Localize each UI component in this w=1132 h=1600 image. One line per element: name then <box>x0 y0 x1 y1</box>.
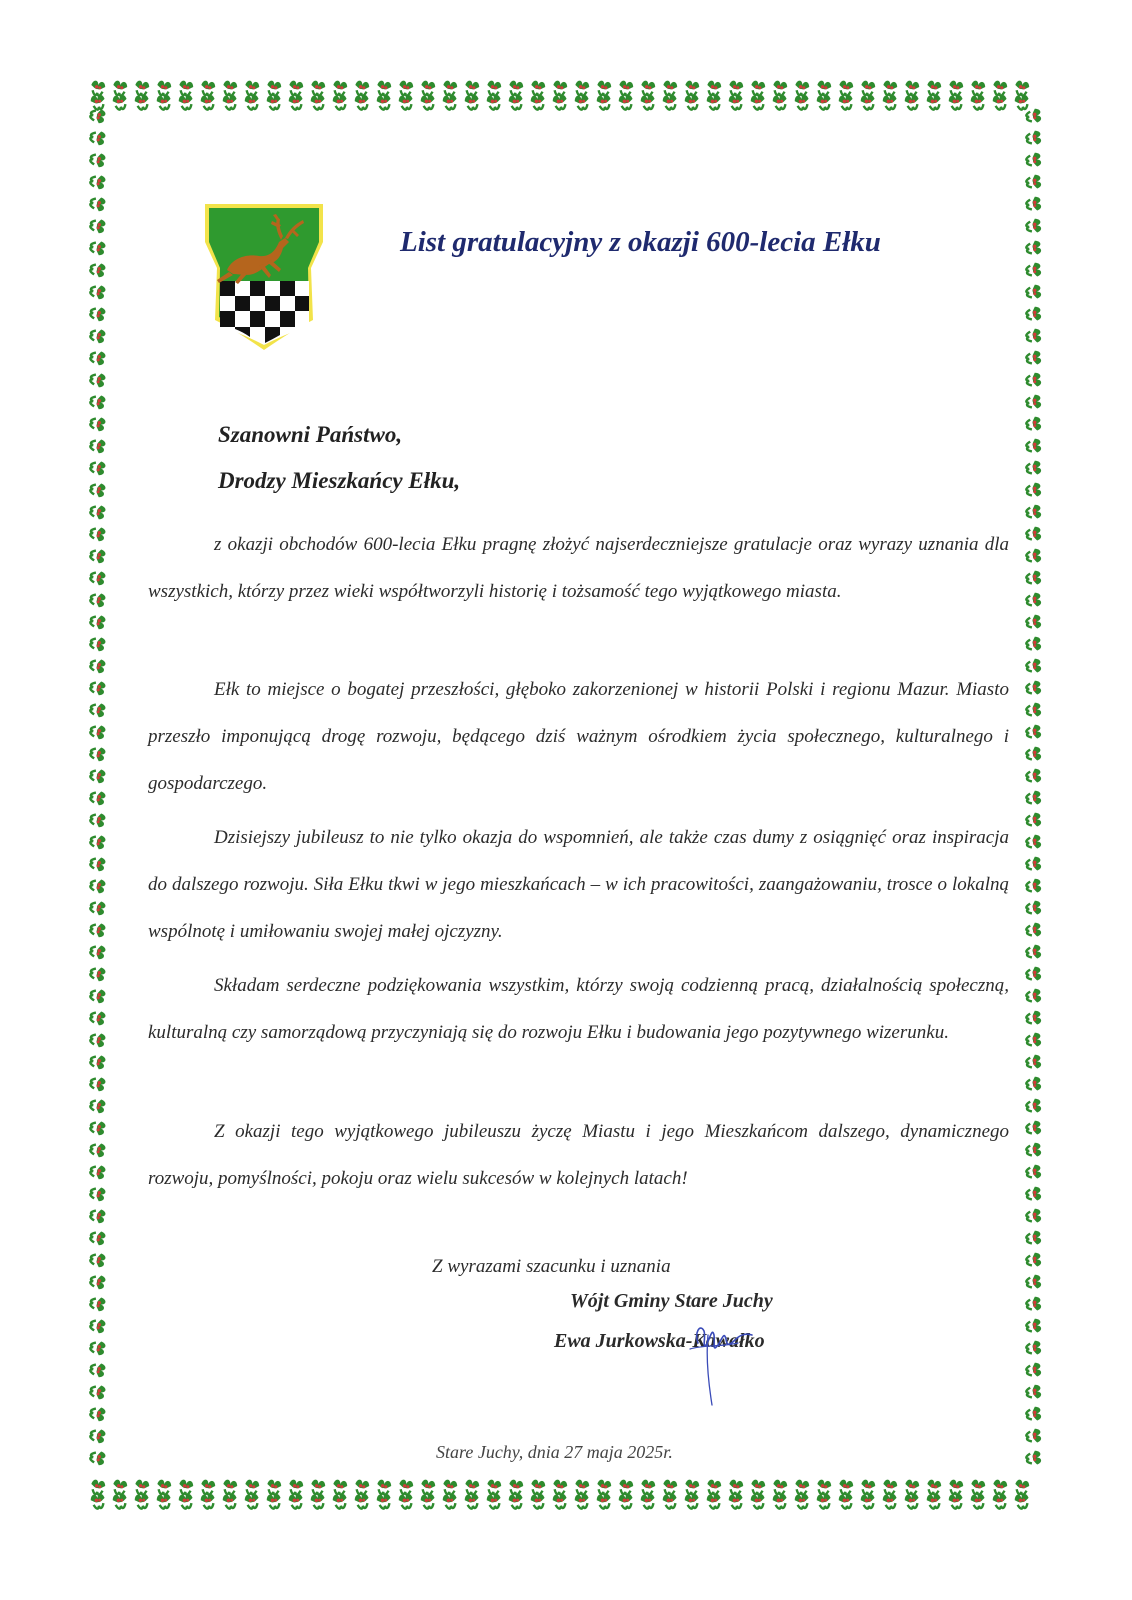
holly-sprig-icon <box>89 966 106 982</box>
holly-sprig-icon <box>266 1479 282 1495</box>
holly-sprig-icon <box>89 812 106 828</box>
holly-sprig-icon <box>1025 1032 1042 1048</box>
holly-sprig-icon <box>1025 1252 1042 1268</box>
holly-sprig-icon <box>134 1479 150 1495</box>
paragraph-2: Ełk to miejsce o bogatej przeszłości, głęboko zakorzenionej w historii Polski i regionu Mazur. Miasto przeszło imponującą drogę rozwoju, będącego dziś ważnym ośrodkiem życia społecznego, kulturalnego i gospodarczego. <box>148 679 1009 794</box>
holly-sprig-icon <box>662 1479 678 1495</box>
holly-sprig-icon <box>1025 1142 1042 1158</box>
holly-sprig-icon <box>89 768 106 784</box>
holly-sprig-icon <box>89 526 106 542</box>
holly-sprig-icon <box>860 1479 876 1495</box>
holly-sprig-icon <box>288 1479 304 1495</box>
holly-sprig-icon <box>464 1479 480 1495</box>
holly-sprig-icon <box>1025 1186 1042 1202</box>
holly-sprig-icon <box>1025 526 1042 542</box>
holly-sprig-icon <box>926 80 942 96</box>
holly-sprig-icon <box>816 1479 832 1495</box>
holly-sprig-icon <box>1025 1318 1042 1334</box>
greeting-line-1: Szanowni Państwo, <box>218 422 403 447</box>
holly-sprig-icon <box>684 1479 700 1495</box>
holly-sprig-icon <box>596 80 612 96</box>
holly-sprig-icon <box>970 80 986 96</box>
paragraph-5: Z okazji tego wyjątkowego jubileuszu życzę Miastu i jego Mieszkańcom dalszego, dynamicznego rozwoju, pomyślności, pokoju oraz wielu sukcesów w kolejnych latach! <box>148 1121 1009 1189</box>
holly-sprig-icon <box>530 80 546 96</box>
holly-sprig-icon <box>948 80 964 96</box>
holly-sprig-icon <box>89 900 106 916</box>
holly-sprig-icon <box>89 1296 106 1312</box>
holly-sprig-icon <box>1025 1406 1042 1422</box>
holly-sprig-icon <box>838 80 854 96</box>
holly-sprig-icon <box>420 80 436 96</box>
holly-sprig-icon <box>1025 922 1042 938</box>
holly-sprig-icon <box>200 80 216 96</box>
holly-sprig-icon <box>89 394 106 410</box>
holly-sprig-icon <box>89 1252 106 1268</box>
holly-sprig-icon <box>574 80 590 96</box>
holly-sprig-icon <box>530 1479 546 1495</box>
paragraph-4: Składam serdeczne podziękowania wszystkim, którzy swoją codzienną pracą, działalnością społeczną, kulturalną czy samorządową przyczyniają się do rozwoju Ełku i budowania jego pozytywnego wizerunku. <box>148 975 1009 1043</box>
place-and-date: Stare Juchy, dnia 27 maja 2025r. <box>436 1442 673 1462</box>
holly-sprig-icon <box>89 1384 106 1400</box>
holly-sprig-icon <box>89 240 106 256</box>
holly-sprig-icon <box>89 1010 106 1026</box>
holly-sprig-icon <box>508 1479 524 1495</box>
holly-sprig-icon <box>1025 1164 1042 1180</box>
holly-sprig-icon <box>1025 614 1042 630</box>
holly-sprig-icon <box>244 1479 260 1495</box>
holly-sprig-icon <box>486 1479 502 1495</box>
holly-sprig-icon <box>1025 702 1042 718</box>
holly-sprig-icon <box>464 80 480 96</box>
holly-sprig-icon <box>1025 812 1042 828</box>
holly-sprig-icon <box>90 1479 106 1495</box>
holly-sprig-icon <box>1025 174 1042 190</box>
holly-sprig-icon <box>89 372 106 388</box>
holly-sprig-icon <box>420 1479 436 1495</box>
holly-sprig-icon <box>200 1479 216 1495</box>
holly-sprig-icon <box>89 306 106 322</box>
holly-sprig-icon <box>860 80 876 96</box>
coat-of-arms-icon <box>203 202 325 352</box>
holly-sprig-icon <box>640 1479 656 1495</box>
holly-sprig-icon <box>89 1274 106 1290</box>
holly-sprig-icon <box>89 856 106 872</box>
holly-sprig-icon <box>89 1450 106 1466</box>
holly-sprig-icon <box>1025 284 1042 300</box>
holly-sprig-icon <box>89 1032 106 1048</box>
holly-sprig-icon <box>1025 438 1042 454</box>
holly-sprig-icon <box>89 1208 106 1224</box>
holly-sprig-icon <box>89 196 106 212</box>
holly-sprig-icon <box>89 152 106 168</box>
holly-sprig-icon <box>398 80 414 96</box>
holly-sprig-icon <box>1025 218 1042 234</box>
holly-sprig-icon <box>89 1142 106 1158</box>
holly-sprig-icon <box>89 1098 106 1114</box>
holly-sprig-icon <box>89 328 106 344</box>
holly-sprig-icon <box>89 724 106 740</box>
holly-sprig-icon <box>89 922 106 938</box>
holly-sprig-icon <box>1025 746 1042 762</box>
holly-sprig-icon <box>89 174 106 190</box>
holly-sprig-icon <box>89 1362 106 1378</box>
holly-sprig-icon <box>89 1076 106 1092</box>
holly-sprig-icon <box>1025 1362 1042 1378</box>
holly-sprig-icon <box>1025 306 1042 322</box>
holly-sprig-icon <box>1025 1076 1042 1092</box>
holly-sprig-icon <box>1025 1274 1042 1290</box>
document-title: List gratulacyjny z okazji 600-lecia Ełku <box>400 226 881 258</box>
holly-sprig-icon <box>1025 636 1042 652</box>
holly-sprig-icon <box>89 1120 106 1136</box>
holly-sprig-icon <box>89 746 106 762</box>
holly-sprig-icon <box>266 80 282 96</box>
holly-sprig-icon <box>332 1479 348 1495</box>
holly-sprig-icon <box>574 1479 590 1495</box>
holly-sprig-icon <box>222 80 238 96</box>
holly-sprig-icon <box>89 592 106 608</box>
holly-sprig-icon <box>728 1479 744 1495</box>
holly-sprig-icon <box>89 680 106 696</box>
holly-sprig-icon <box>618 80 634 96</box>
holly-sprig-icon <box>772 80 788 96</box>
holly-sprig-icon <box>89 1164 106 1180</box>
paragraph-3: Dzisiejszy jubileusz to nie tylko okazja do wspomnień, ale także czas dumy z osiągnięć oraz inspiracja do dalszego rozwoju. Siła Ełku tkwi w jego mieszkańcach – w ich pracowitości, zaangażowaniu, trosce o lokalną wspólnotę i umiłowaniu swojej małej ojczyzny. <box>148 827 1009 942</box>
holly-sprig-icon <box>89 350 106 366</box>
holly-sprig-icon <box>1025 658 1042 674</box>
holly-sprig-icon <box>1025 966 1042 982</box>
holly-sprig-icon <box>1025 944 1042 960</box>
holly-sprig-icon <box>178 1479 194 1495</box>
holly-sprig-icon <box>89 548 106 564</box>
holly-sprig-icon <box>1025 856 1042 872</box>
holly-sprig-icon <box>89 1054 106 1070</box>
holly-sprig-icon <box>89 1230 106 1246</box>
holly-sprig-icon <box>1025 570 1042 586</box>
holly-sprig-icon <box>706 80 722 96</box>
holly-sprig-icon <box>1025 1054 1042 1070</box>
holly-sprig-icon <box>1025 1230 1042 1246</box>
holly-sprig-icon <box>398 1479 414 1495</box>
holly-sprig-icon <box>1025 834 1042 850</box>
holly-sprig-icon <box>1025 790 1042 806</box>
holly-sprig-icon <box>156 80 172 96</box>
holly-sprig-icon <box>112 80 128 96</box>
holly-sprig-icon <box>1025 548 1042 564</box>
holly-sprig-icon <box>1025 108 1042 124</box>
holly-sprig-icon <box>332 80 348 96</box>
holly-sprig-icon <box>1025 1098 1042 1114</box>
holly-sprig-icon <box>1025 1010 1042 1026</box>
holly-sprig-icon <box>310 1479 326 1495</box>
holly-sprig-icon <box>618 1479 634 1495</box>
holly-sprig-icon <box>552 1479 568 1495</box>
holly-sprig-icon <box>354 80 370 96</box>
holly-sprig-icon <box>1025 504 1042 520</box>
holly-sprig-icon <box>706 1479 722 1495</box>
holly-sprig-icon <box>552 80 568 96</box>
signature-role: Wójt Gminy Stare Juchy <box>570 1290 773 1312</box>
holly-sprig-icon <box>89 1406 106 1422</box>
holly-sprig-icon <box>89 262 106 278</box>
holly-sprig-icon <box>1025 1208 1042 1224</box>
holly-sprig-icon <box>1025 1340 1042 1356</box>
holly-sprig-icon <box>288 80 304 96</box>
holly-sprig-icon <box>1025 416 1042 432</box>
holly-sprig-icon <box>1014 80 1030 96</box>
holly-sprig-icon <box>89 460 106 476</box>
holly-sprig-icon <box>904 80 920 96</box>
holly-sprig-icon <box>442 1479 458 1495</box>
holly-sprig-icon <box>596 1479 612 1495</box>
holly-sprig-icon <box>662 80 678 96</box>
holly-sprig-icon <box>1025 130 1042 146</box>
holly-sprig-icon <box>1025 680 1042 696</box>
holly-sprig-icon <box>89 790 106 806</box>
holly-sprig-icon <box>222 1479 238 1495</box>
holly-sprig-icon <box>1025 460 1042 476</box>
holly-sprig-icon <box>89 284 106 300</box>
holly-sprig-icon <box>89 636 106 652</box>
holly-sprig-icon <box>89 702 106 718</box>
closing-line: Z wyrazami szacunku i uznania <box>432 1256 671 1277</box>
holly-sprig-icon <box>89 834 106 850</box>
holly-sprig-icon <box>816 80 832 96</box>
holly-sprig-icon <box>1025 1428 1042 1444</box>
holly-sprig-icon <box>750 1479 766 1495</box>
holly-sprig-icon <box>1025 372 1042 388</box>
holly-sprig-icon <box>1014 1479 1030 1495</box>
holly-sprig-icon <box>310 80 326 96</box>
holly-sprig-icon <box>750 80 766 96</box>
holly-sprig-icon <box>794 80 810 96</box>
holly-sprig-icon <box>89 1428 106 1444</box>
holly-sprig-icon <box>90 80 106 96</box>
holly-sprig-icon <box>926 1479 942 1495</box>
handwritten-signature-icon <box>668 1305 758 1415</box>
signature-name: Ewa Jurkowska-Kawałko <box>554 1330 765 1352</box>
holly-sprig-icon <box>89 944 106 960</box>
holly-sprig-icon <box>728 80 744 96</box>
holly-sprig-icon <box>89 1318 106 1334</box>
holly-sprig-icon <box>156 1479 172 1495</box>
holly-sprig-icon <box>134 80 150 96</box>
holly-sprig-icon <box>1025 724 1042 740</box>
holly-sprig-icon <box>89 218 106 234</box>
holly-sprig-icon <box>772 1479 788 1495</box>
holly-sprig-icon <box>1025 240 1042 256</box>
holly-sprig-icon <box>376 80 392 96</box>
holly-sprig-icon <box>1025 988 1042 1004</box>
holly-sprig-icon <box>89 130 106 146</box>
holly-sprig-icon <box>442 80 458 96</box>
holly-sprig-icon <box>89 482 106 498</box>
holly-sprig-icon <box>1025 1450 1042 1466</box>
holly-sprig-icon <box>794 1479 810 1495</box>
holly-sprig-icon <box>1025 878 1042 894</box>
holly-sprig-icon <box>992 80 1008 96</box>
holly-sprig-icon <box>1025 394 1042 410</box>
holly-sprig-icon <box>508 80 524 96</box>
holly-sprig-icon <box>1025 1120 1042 1136</box>
holly-sprig-icon <box>354 1479 370 1495</box>
holly-sprig-icon <box>89 504 106 520</box>
holly-sprig-icon <box>640 80 656 96</box>
holly-sprig-icon <box>1025 1296 1042 1312</box>
holly-sprig-icon <box>244 80 260 96</box>
holly-sprig-icon <box>1025 262 1042 278</box>
holly-sprig-icon <box>1025 350 1042 366</box>
holly-sprig-icon <box>1025 152 1042 168</box>
holly-sprig-icon <box>112 1479 128 1495</box>
holly-sprig-icon <box>1025 592 1042 608</box>
holly-sprig-icon <box>1025 328 1042 344</box>
holly-sprig-icon <box>376 1479 392 1495</box>
holly-sprig-icon <box>89 988 106 1004</box>
greeting-line-2: Drodzy Mieszkańcy Ełku, <box>218 468 461 493</box>
holly-sprig-icon <box>838 1479 854 1495</box>
holly-sprig-icon <box>970 1479 986 1495</box>
holly-sprig-icon <box>89 614 106 630</box>
paragraph-1: z okazji obchodów 600-lecia Ełku pragnę złożyć najserdeczniejsze gratulacje oraz wyrazy uznania dla wszystkich, którzy przez wieki współtworzyli historię i tożsamość tego wyjątkowego miasta. <box>148 534 1009 602</box>
holly-sprig-icon <box>89 570 106 586</box>
holly-sprig-icon <box>89 438 106 454</box>
holly-sprig-icon <box>1025 482 1042 498</box>
holly-sprig-icon <box>1025 900 1042 916</box>
holly-sprig-icon <box>178 80 194 96</box>
holly-sprig-icon <box>882 80 898 96</box>
holly-sprig-icon <box>684 80 700 96</box>
holly-sprig-icon <box>992 1479 1008 1495</box>
holly-sprig-icon <box>89 878 106 894</box>
holly-sprig-icon <box>1025 196 1042 212</box>
holly-sprig-icon <box>948 1479 964 1495</box>
holly-sprig-icon <box>486 80 502 96</box>
holly-sprig-icon <box>89 416 106 432</box>
holly-sprig-icon <box>1025 1384 1042 1400</box>
holly-sprig-icon <box>89 1186 106 1202</box>
holly-sprig-icon <box>1025 768 1042 784</box>
holly-sprig-icon <box>89 1340 106 1356</box>
holly-sprig-icon <box>89 658 106 674</box>
holly-sprig-icon <box>882 1479 898 1495</box>
holly-sprig-icon <box>904 1479 920 1495</box>
